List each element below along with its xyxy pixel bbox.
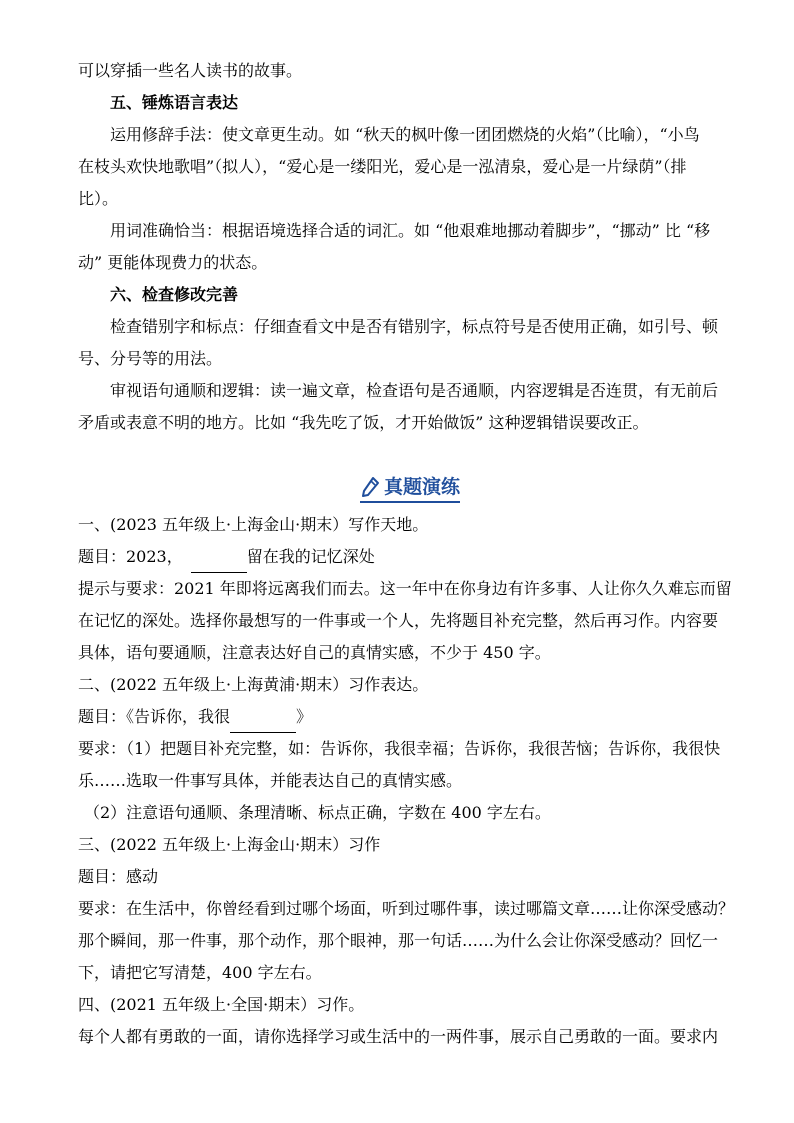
fill-in-blank [191,552,247,573]
text-line: 比）。 [78,189,119,208]
section-title-block [78,469,742,509]
section-title [360,473,460,503]
text-line: 那个瞬间，那一件事，那个动作，那个眼神，那一句话……为什么会让你深受感动？回忆一 [78,931,719,950]
question-1-title: 题目：2023， 留在我的记忆深处 [78,541,742,573]
text-line: 号、分号等的用法。 [78,349,223,368]
text-line: 具体，语句要通顺，注意表达好自己的真情实感，不少于 450 字。 [78,643,551,662]
pencil-icon [360,476,380,498]
section-title-text: 真题演练 [383,476,460,498]
text-line: 审视语句通顺和逻辑：读一遍文章，检查语句是否通顺，内容逻辑是否连贯，有无前后 [110,381,719,400]
section-heading-5: 五、锤炼语言表达 [110,93,239,112]
question-2-heading: 二、(2022 五年级上·上海黄浦·期末）习作表达。 [78,675,429,694]
text-line: 检查错别字和标点：仔细查看文中是否有错别字，标点符号是否使用正确，如引号、顿 [110,317,719,336]
text-line: 在枝头欢快地歌唱”（拟人），“爱心是一缕阳光，爱心是一泓清泉，爱心是一片绿荫”（排 [78,157,687,176]
text-line: 可以穿插一些名人读书的故事。 [78,61,303,80]
text-line: 每个人都有勇敢的一面，请你选择学习或生活中的一两件事，展示自己勇敢的一面。要求内 [78,1027,719,1046]
section-heading-6: 六、检查修改完善 [110,285,239,304]
text-line: 要求：（1）把题目补充完整，如：告诉你，我很幸福；告诉你，我很苦恼；告诉你，我很快 [78,739,721,758]
question-3-title: 题目：感动 [78,867,159,886]
text-line: 用词准确恰当：根据语境选择合适的词汇。如 “他艰难地挪动着脚步”，“挪动” 比 “移 [110,221,711,240]
text-line: 动” 更能体现费力的状态。 [78,253,268,272]
fill-in-blank [230,712,296,733]
question-4-heading: 四、(2021 五年级上·全国·期末）习作。 [78,995,365,1014]
text-line: （2）注意语句通顺、条理清晰、标点正确，字数在 400 字左右。 [84,803,551,822]
text-line: 矛盾或表意不明的地方。比如 “我先吃了饭，才开始做饭” 这种逻辑错误要改正。 [78,413,649,432]
text-line: 要求：在生活中，你曾经看到过哪个场面，听到过哪件事，读过哪篇文章……让你深受感动？ [78,899,735,918]
question-3-heading: 三、(2022 五年级上·上海金山·期末）习作 [78,835,381,854]
text-line: 在记忆的深处。选择你最想写的一件事或一个人，先将题目补充完整，然后再习作。内容要 [78,611,719,630]
question-1-heading: 一、(2023 五年级上·上海金山·期末）写作天地。 [78,515,429,534]
text-line: 乐……选取一件事写具体，并能表达自己的真情实感。 [78,771,463,790]
question-2-title: 题目：《告诉你，我很 》 [78,701,742,733]
text-line: 运用修辞手法：使文章更生动。如 “秋天的枫叶像一团团燃烧的火焰”（比喻），“小鸟 [110,125,700,144]
text-line: 提示与要求：2021 年即将远离我们而去。这一年中在你身边有许多事、人让你久久难忘而留 [78,579,732,598]
text-line: 下，请把它写清楚，400 字左右。 [78,963,322,982]
